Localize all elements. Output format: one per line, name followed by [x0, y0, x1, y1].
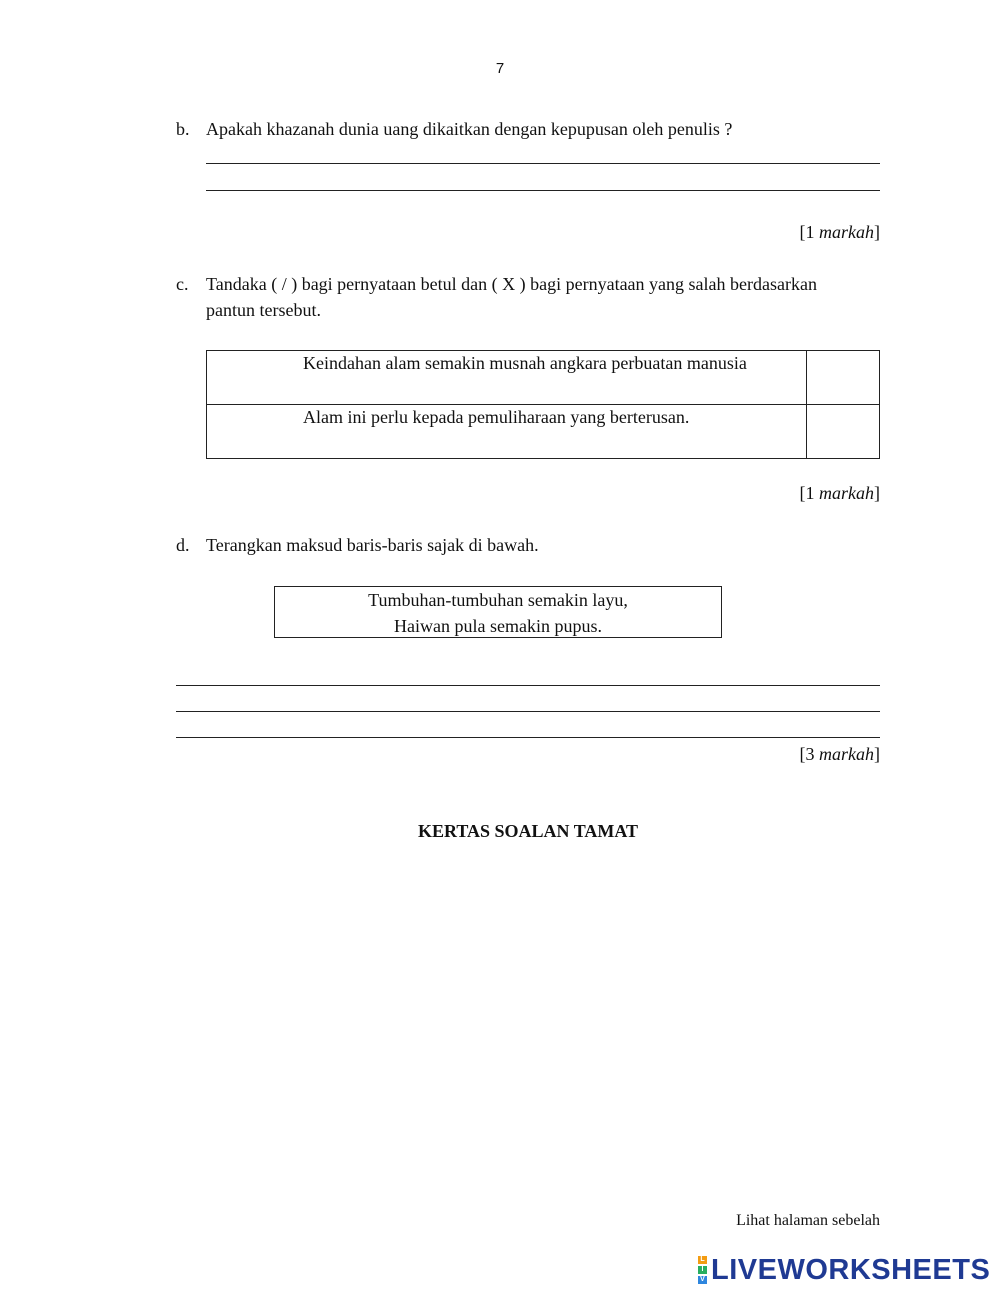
answer-line-d-3[interactable] — [176, 737, 880, 738]
end-of-paper-heading: KERTAS SOALAN TAMAT — [417, 821, 639, 841]
question-b-text: Apakah khazanah dunia uang dikaitkan dengan kepupusan oleh penulis ? — [206, 119, 733, 139]
statement-answer-box-2[interactable] — [807, 405, 880, 459]
answer-line-b-1[interactable] — [206, 163, 880, 164]
question-d-letter: d. — [176, 535, 190, 555]
statement-text: Keindahan alam semakin musnah angkara perbuatan manusia — [207, 351, 807, 405]
question-d-text: Terangkan maksud baris-baris sajak di bawah. — [206, 535, 539, 555]
statement-row — [207, 351, 880, 405]
answer-line-b-2[interactable] — [206, 190, 880, 191]
logo-mark-letter: I — [698, 1266, 707, 1274]
question-c-text-line2: pantun tersebut. — [206, 300, 321, 320]
logo-icon — [698, 1255, 707, 1285]
answer-line-d-1[interactable] — [176, 685, 880, 686]
question-c-text-line1: Tandaka ( / ) bagi pernyataan betul dan ( X ) bagi pernyataan yang salah berdasarkan — [206, 274, 817, 294]
statement-row — [207, 405, 880, 459]
question-c-letter: c. — [176, 274, 189, 294]
answer-line-d-2[interactable] — [176, 711, 880, 712]
logo-mark-letter: L — [698, 1256, 707, 1264]
question-c-mark: [1 markah] — [799, 483, 880, 503]
verse-line-1: Tumbuhan-tumbuhan semakin layu, — [368, 590, 628, 610]
logo-text: LIVEWORKSHEETS — [711, 1253, 991, 1286]
statement-text: Alam ini perlu kepada pemuliharaan yang berterusan. — [207, 405, 807, 459]
question-b-mark: [1 markah] — [799, 222, 880, 242]
verse-line-2: Haiwan pula semakin pupus. — [394, 616, 602, 636]
statement-answer-box-1[interactable] — [807, 351, 880, 405]
verse-box — [274, 586, 722, 638]
next-page-note: Lihat halaman sebelah — [736, 1212, 880, 1229]
page-number: 7 — [495, 60, 505, 77]
logo-mark-letter: V — [698, 1276, 707, 1284]
liveworksheets-logo[interactable] — [698, 1254, 990, 1286]
question-b-letter: b. — [176, 119, 190, 139]
question-d-mark: [3 markah] — [799, 744, 880, 764]
statement-table — [206, 350, 880, 459]
